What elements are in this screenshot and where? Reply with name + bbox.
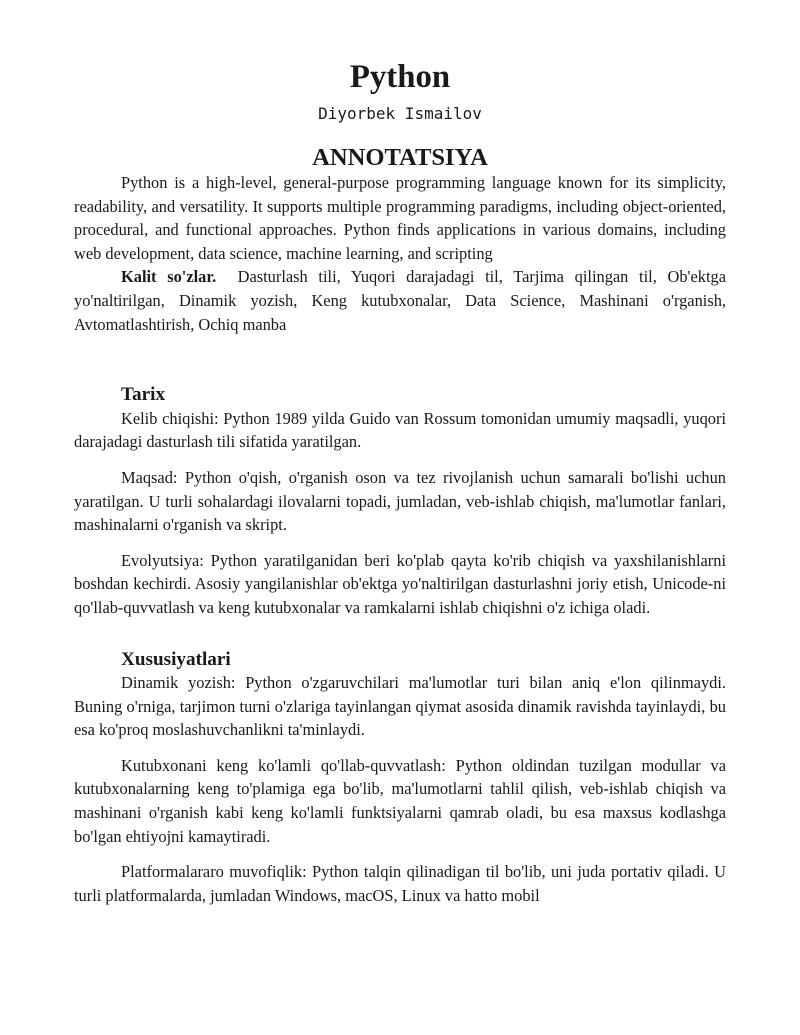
body-paragraph: Maqsad: Python o'qish, o'rganish oson va tez rivojlanish uchun samarali bo'lishi uchun yaratilgan. U turli sohalardagi ilovalarni topadi, jumladan, veb-ishlab chiqish, ma'lumotlar fanlari, mashinalarni o'rganish va skript.	[74, 467, 726, 535]
body-paragraph: Evolyutsiya: Python yaratilganidan beri ko'plab qayta ko'rib chiqish va yaxshilanishlarni boshdan kechirdi. Asosiy yangilanishlar ob'ektga yo'naltirilgan dasturlashni joriy etish, Unicode-ni qo'llab-quvvatlash va keng kutubxonalar va ramkalarni ishlab chiqishni o'z ichiga oladi.	[74, 550, 726, 617]
section-spacer	[74, 620, 726, 648]
author-name: Diyorbek Ismailov	[318, 104, 482, 123]
keywords-text: Dasturlash tili, Yuqori darajadagi til, Tarjima qilingan til, Ob'ektga yo'naltirilgan, Dinamik yozish, Keng kutubxonalar, Data Science, Mashinani o'rganish, Avtomatlashtirish, Ochiq manba	[74, 267, 726, 334]
paragraph-spacer	[74, 454, 726, 466]
section-spacer	[74, 336, 726, 383]
body-paragraph: Kutubxonani keng ko'lamli qo'llab-quvvatlash: Python oldindan tuzilgan modullar va kutubxonalarning keng to'plamiga ega bo'lib, ma'lumotlarni tahlil qilish, veb-ishlab chiqish va mashinani o'rganish kabi keng ko'lamli funktsiyalarni qamrab oladi, bu esa maxsus kodlashga bo'lgan ehtiyojni kamaytiradi.	[74, 755, 726, 846]
body-paragraph: Dinamik yozish: Python o'zgaruvchilari ma'lumotlar turi bilan aniq e'lon qilinmaydi. Buning o'rniga, tarjimon turni o'zlariga tayinlangan qiymat asosida dinamik ravishda tayinlaydi, bu esa ko'proq moslashuvchanlikni ta'minlaydi.	[74, 673, 726, 740]
annotation-paragraph: Python is a high-level, general-purpose programming language known for its simplicity, readability, and versatility. It supports multiple programming paradigms, including object-oriented, procedural, and functional approaches. Python finds applications in various domains, including web development, data science, machine learning, and scripting	[74, 173, 726, 263]
paragraph-spacer	[74, 848, 726, 860]
body-paragraph: Platformalararo muvofiqlik: Python talqin qilinadigan til bo'lib, uni juda portativ qiladi. U turli platformalarda, jumladan Windows, macOS, Linux va hatto mobil	[74, 862, 726, 905]
body-paragraph: Kelib chiqishi: Python 1989 yilda Guido van Rossum tomonidan umumiy maqsadli, yuqori darajadagi dasturlash tili sifatida yaratilgan.	[74, 408, 726, 452]
document-title: Python	[349, 59, 451, 95]
document-page	[74, 59, 726, 907]
paragraph-spacer	[74, 742, 726, 754]
section-heading-xususiyatlari: Xususiyatlari	[121, 648, 231, 670]
keywords-label: Kalit so'zlar.	[121, 267, 217, 287]
keywords-paragraph	[74, 265, 726, 336]
annotation-heading: ANNOTATSIYA	[312, 144, 488, 171]
paragraph-spacer	[74, 537, 726, 549]
section-heading-tarix: Tarix	[121, 384, 166, 406]
